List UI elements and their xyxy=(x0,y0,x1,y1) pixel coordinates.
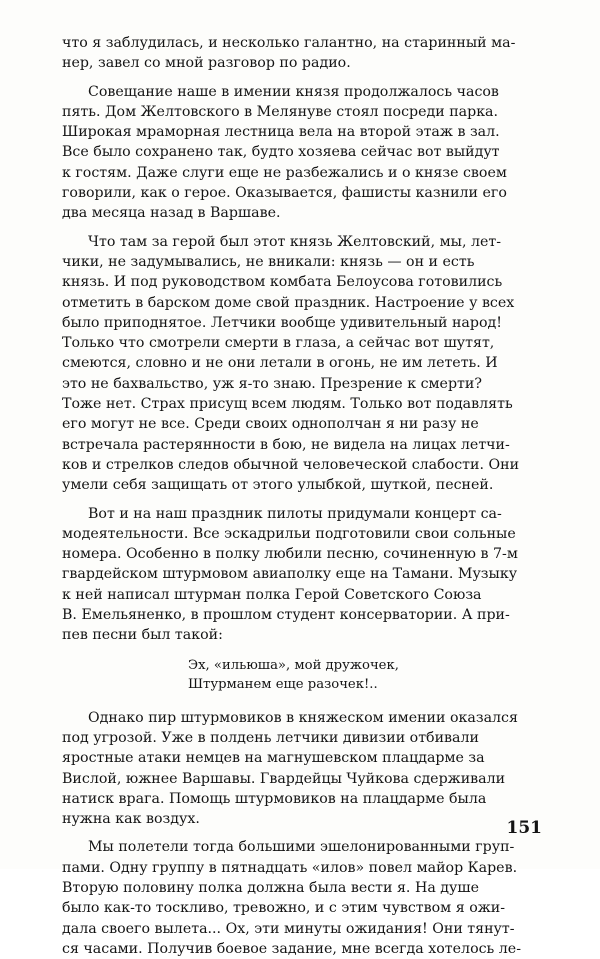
text-line: Однако пир штурмовиков в княжеском имении оказался xyxy=(88,709,518,726)
paragraph xyxy=(62,708,542,830)
text-line: Широкая мраморная лестница вела на второй этаж в зал. xyxy=(62,124,500,141)
text-line: ков и стрелков следов обычной человеческой слабости. Они xyxy=(62,456,520,473)
text-line: Все было сохранено так, будто хозяева сейчас вот выйдут xyxy=(62,144,500,161)
text-line: к ней написал штурман полка Герой Советского Союза xyxy=(62,586,482,603)
text-line: было как-то тоскливо, тревожно, и с этим чувством я ожи- xyxy=(62,900,506,917)
text-line: пять. Дом Желтовского в Мелянуве стоял посреди парка. xyxy=(62,103,499,120)
text-line: модеятельности. Все эскадрильи подготовили свои сольные xyxy=(62,525,516,542)
text-line: Только что смотрели смерти в глаза, а сейчас вот шутят, xyxy=(62,335,495,352)
paragraph xyxy=(62,837,542,959)
verse-line: Штурманем еще разочек!.. xyxy=(188,676,378,692)
verse-line: Эх, «ильюша», мой дружочек, xyxy=(188,657,399,673)
text-line: отметить в барском доме свой праздник. Настроение у всех xyxy=(62,294,515,311)
text-line: к гостям. Даже слуги еще не разбежались и о князе своем xyxy=(62,164,507,181)
paragraph xyxy=(62,82,542,224)
text-line: пев песни был такой: xyxy=(62,627,223,644)
paragraph xyxy=(62,33,542,74)
song-verse xyxy=(188,656,542,694)
text-line: чики, не задумывались, не вникали: князь — он и есть xyxy=(62,253,475,270)
text-line: Вот и на наш праздник пилоты придумали концерт са- xyxy=(88,505,502,522)
text-line: говорили, как о герое. Оказывается, фашисты казнили его xyxy=(62,185,507,202)
text-line: встречала растерянности в бою, не видела на лицах летчи- xyxy=(62,436,510,453)
text-line: Тоже нет. Страх присущ всем людям. Только вот подавлять xyxy=(62,396,513,413)
text-line: Вторую половину полка должна была вести я. На душе xyxy=(62,879,479,896)
text-line: Вислой, южнее Варшавы. Гвардейцы Чуйкова сдерживали xyxy=(62,770,506,787)
text-line: нужна как воздух. xyxy=(62,811,200,828)
text-line: номера. Особенно в полку любили песню, сочиненную в 7-м xyxy=(62,546,518,563)
text-line: что я заблудилась, и несколько галантно, на старинный ма- xyxy=(62,35,516,51)
text-line: два месяца назад в Варшаве. xyxy=(62,205,281,222)
text-line: князь. И под руководством комбата Белоусова готовились xyxy=(62,274,503,291)
text-line: смеются, словно и не они летали в огонь, не им лететь. И xyxy=(62,355,498,372)
page-number: 151 xyxy=(506,818,542,838)
text-line: Что там за герой был этот князь Желтовский, мы, лет- xyxy=(88,233,502,250)
text-line: дала своего вылета... Ох, эти минуты ожидания! Они тянут- xyxy=(62,920,515,937)
text-line: натиск врага. Помощь штурмовиков на плацдарме была xyxy=(62,790,487,807)
text-line: Мы полетели тогда большими эшелонированными груп- xyxy=(88,839,515,856)
text-line: яростные атаки немцев на магнушевском плацдарме за xyxy=(62,750,485,767)
text-line: В. Емельяненко, в прошлом студент консерватории. А при- xyxy=(62,607,510,624)
text-line: гвардейском штурмовом авиаполку еще на Тамани. Музыку xyxy=(62,566,518,583)
text-line: это не бахвальство, уж я-то знаю. Презрение к смерти? xyxy=(62,375,482,392)
text-line: умели себя защищать от этого улыбкой, шуткой, песней. xyxy=(62,477,494,494)
text-line: Совещание наше в имении князя продолжалось часов xyxy=(88,83,499,100)
page-body-text xyxy=(62,33,542,959)
text-line: было приподнятое. Летчики вообще удивительный народ! xyxy=(62,314,502,331)
paragraph xyxy=(62,232,542,496)
text-line: ся часами. Получив боевое задание, мне всегда хотелось ле- xyxy=(62,940,521,957)
paragraph xyxy=(62,504,542,646)
text-line: его могут не все. Среди своих однополчан я ни разу не xyxy=(62,416,479,433)
text-line: под угрозой. Уже в полдень летчики дивизии отбивали xyxy=(62,729,479,746)
text-line: нер, завел со мной разговор по радио. xyxy=(62,55,351,72)
text-line: пами. Одну группу в пятнадцать «илов» повел майор Карев. xyxy=(62,859,518,876)
